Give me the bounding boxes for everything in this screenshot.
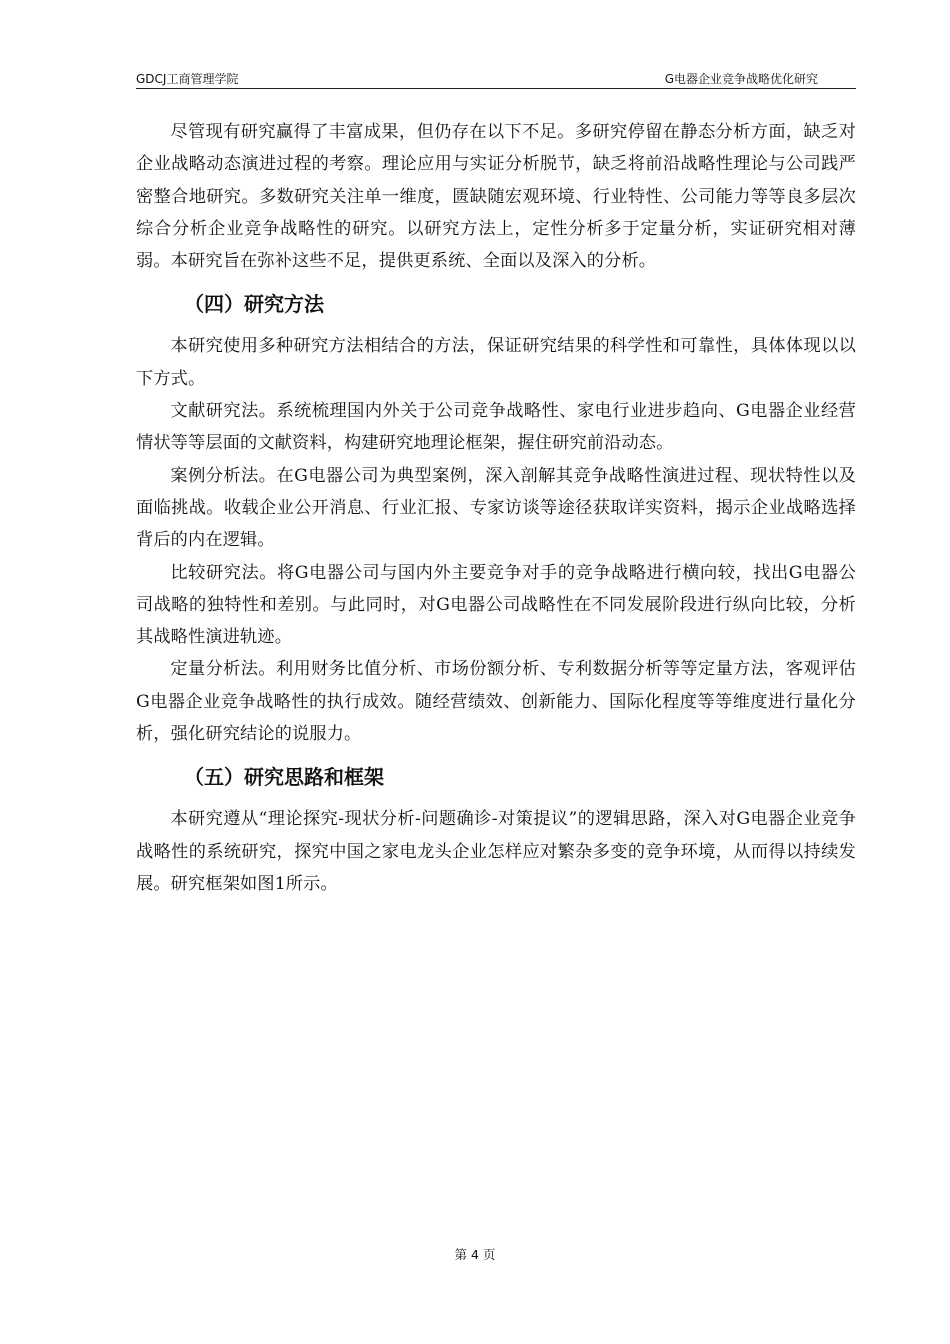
document-body — [136, 116, 856, 900]
paragraph-case-method: 案例分析法。在G电器公司为典型案例，深入剖解其竞争战略性演进过程、现状特性以及面临挑战。收载企业公开消息、行业汇报、专家访谈等途径获取详实资料，揭示企业战略选择背后的内在逻辑。 — [136, 465, 856, 551]
section-heading-framework: （五）研究思路和框架 — [184, 765, 384, 790]
paragraph-quantitative-method: 定量分析法。利用财务比值分析、市场份额分析、专利数据分析等等定量方法，客观评估G电器企业竞争战略性的执行成效。随经营绩效、创新能力、国际化程度等等维度进行量化分析，强化研究结论的说服力。 — [136, 659, 856, 745]
page-number: 第 4 页 — [454, 1247, 496, 1262]
paragraph-comparison-method: 比较研究法。将G电器公司与国内外主要竞争对手的竞争战略进行横向较，找出G电器公司战略的独特性和差别。与此同时，对G电器公司战略性在不同发展阶段进行纵向比较，分析其战略性演进轨迹。 — [136, 562, 856, 648]
page-header — [136, 70, 856, 89]
paragraph-literature-method: 文献研究法。系统梳理国内外关于公司竞争战略性、家电行业进步趋向、G电器企业经营情状等等层面的文献资料，构建研究地理论框架，握住研究前沿动态。 — [136, 401, 856, 454]
header-document-title: G电器企业竞争战略优化研究 — [664, 72, 818, 86]
paragraph-methods-intro: 本研究使用多种研究方法相结合的方法，保证研究结果的科学性和可靠性，具体体现以以下方式。 — [136, 336, 856, 389]
section-heading-methods: （四）研究方法 — [184, 292, 324, 317]
paragraph-research-gaps: 尽管现有研究赢得了丰富成果，但仍存在以下不足。多研究停留在静态分析方面，缺乏对企业战略动态演进过程的考察。理论应用与实证分析脱节，缺乏将前沿战略性理论与公司践严密整合地研究。多数研究关注单一维度，匮缺随宏观环境、行业特性、公司能力等等良多层次综合分析企业竞争战略性的研究。以研究方法上，定性分析多于定量分析，实证研究相对薄弱。本研究旨在弥补这些不足，提供更系统、全面以及深入的分析。 — [136, 122, 856, 272]
header-institution: GDCJ工商管理学院 — [136, 72, 239, 86]
paragraph-framework: 本研究遵从“理论探究-现状分析-问题确诊-对策提议”的逻辑思路，深入对G电器企业竞争战略性的系统研究，探究中国之家电龙头企业怎样应对繁杂多变的竞争环境，从而得以持续发展。研究框架如图1所示。 — [136, 809, 856, 894]
